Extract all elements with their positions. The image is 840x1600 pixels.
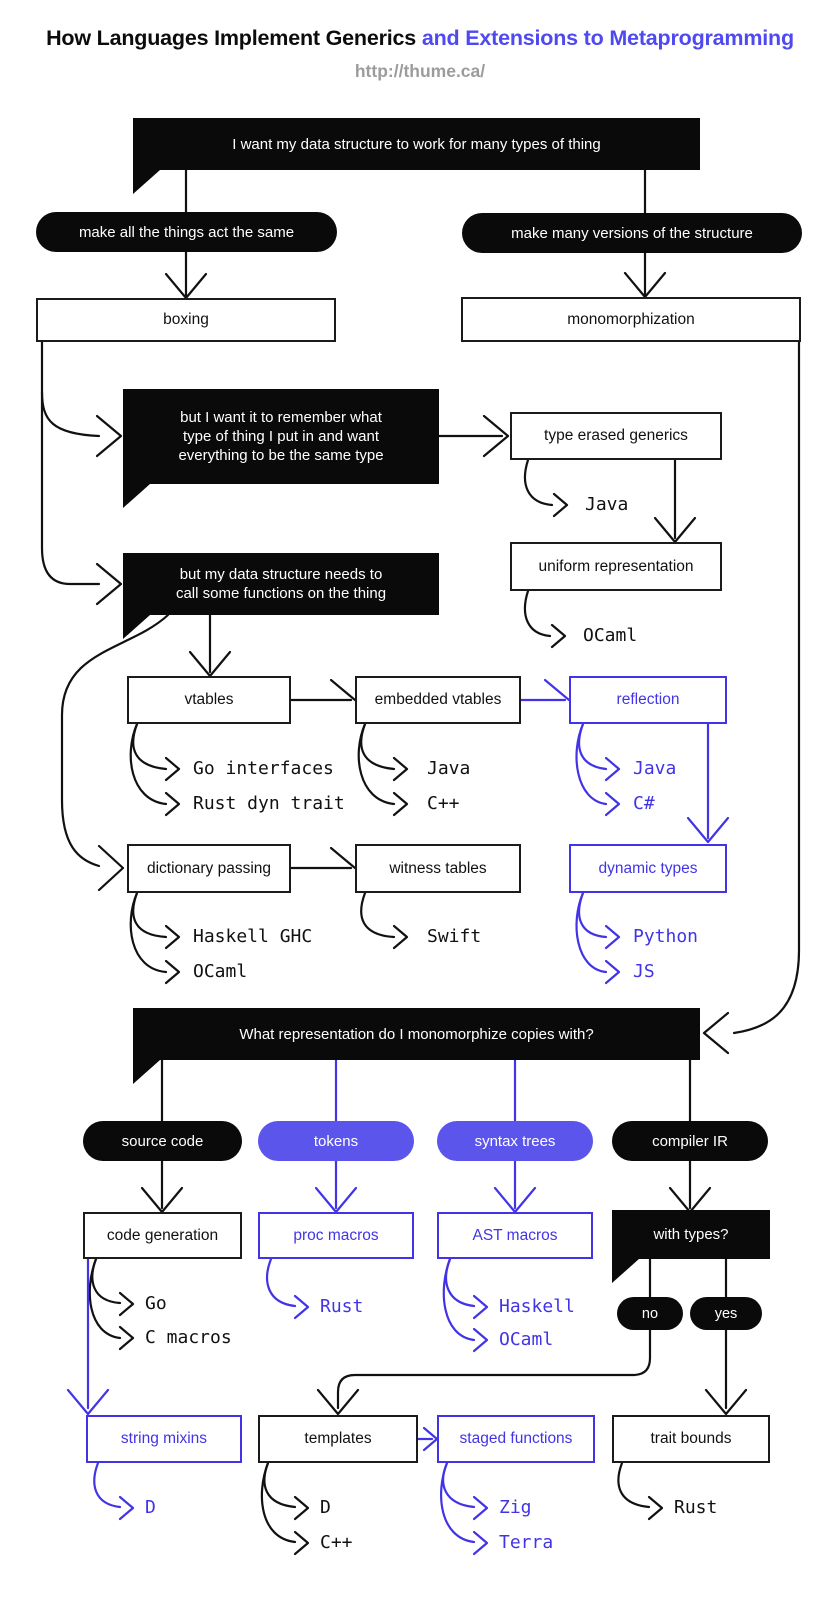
box-staged-functions: staged functions (437, 1415, 595, 1463)
language-label: D (145, 1497, 156, 1518)
bubble-with-types-tail (612, 1259, 639, 1283)
language-label: OCaml (583, 625, 638, 646)
box-witness-tables: witness tables (355, 844, 521, 893)
bubble-remember-line: but I want it to remember what (180, 409, 382, 426)
pill-act-same: make all the things act the same (36, 212, 337, 252)
bubble-with-types (612, 1210, 770, 1259)
box-code-generation: code generation (83, 1212, 242, 1259)
box-reflection: reflection (569, 676, 727, 724)
bubble-with-types-text: with types? (653, 1226, 729, 1243)
language-label: Java (633, 758, 677, 779)
language-label: Haskell (499, 1296, 575, 1317)
language-label: Rust dyn trait (193, 793, 345, 814)
box-embedded-vtables: embedded vtables (355, 676, 521, 724)
pill-syntax-trees: syntax trees (437, 1121, 593, 1161)
language-label: C++ (320, 1532, 353, 1553)
language-label: Terra (499, 1532, 554, 1553)
language-label: C++ (427, 793, 460, 814)
box-type-erased-generics: type erased generics (510, 412, 722, 460)
box-vtables: vtables (127, 676, 291, 724)
page-title (0, 26, 840, 51)
box-proc-macros: proc macros (258, 1212, 414, 1259)
language-label: OCaml (499, 1329, 554, 1350)
language-label: Swift (427, 926, 482, 947)
language-label: C# (633, 793, 655, 814)
language-label: D (320, 1497, 331, 1518)
language-label: Rust (674, 1497, 718, 1518)
language-label: JS (633, 961, 655, 982)
box-dictionary-passing: dictionary passing (127, 844, 291, 893)
bubble-remember-line: type of thing I put in and want (183, 428, 379, 445)
box-dynamic-types: dynamic types (569, 844, 727, 893)
pill-compiler-ir: compiler IR (612, 1121, 768, 1161)
language-label: Haskell GHC (193, 926, 313, 947)
bubble-functions-tail (123, 615, 150, 639)
page-title-black: How Languages Implement Generics (46, 26, 422, 50)
bubble-remember-tail (123, 484, 150, 508)
pill-yes: yes (690, 1297, 762, 1330)
bubble-root-tail (133, 170, 160, 194)
box-uniform-representation: uniform representation (510, 542, 722, 591)
box-ast-macros: AST macros (437, 1212, 593, 1259)
language-label: Java (427, 758, 471, 779)
bubble-functions (123, 553, 439, 615)
language-label: Python (633, 926, 699, 947)
bubble-root-text: I want my data structure to work for many types of thing (232, 135, 601, 153)
source-url: http://thume.ca/ (354, 61, 486, 81)
box-boxing: boxing (36, 298, 336, 342)
pill-many-versions: make many versions of the structure (462, 213, 802, 253)
page-title-blue: and Extensions to Metaprogramming (421, 26, 794, 50)
bubble-functions-line: but my data structure needs to (179, 566, 383, 583)
box-templates: templates (258, 1415, 418, 1463)
language-label: Java (585, 494, 629, 515)
bubble-root-question (133, 118, 700, 170)
language-label: Go (145, 1293, 167, 1314)
pill-source-code: source code (83, 1121, 242, 1161)
language-label: Go interfaces (193, 758, 334, 779)
bubble-monomorphize-text: What representation do I monomorphize copies with? (239, 1025, 594, 1043)
language-label: Zig (499, 1497, 532, 1518)
bubble-monomorphize-tail (133, 1060, 160, 1084)
bubble-functions-line: call some functions on the thing (175, 585, 387, 602)
pill-no: no (617, 1297, 683, 1330)
pill-tokens: tokens (258, 1121, 414, 1161)
box-string-mixins: string mixins (86, 1415, 242, 1463)
language-label: C macros (145, 1327, 232, 1348)
box-monomorphization: monomorphization (461, 297, 801, 342)
language-label: OCaml (193, 961, 248, 982)
language-label: Rust (320, 1296, 364, 1317)
bubble-monomorphize-question (133, 1008, 700, 1060)
bubble-remember-line: everything to be the same type (178, 447, 384, 464)
box-trait-bounds: trait bounds (612, 1415, 770, 1463)
bubble-remember (123, 389, 439, 484)
